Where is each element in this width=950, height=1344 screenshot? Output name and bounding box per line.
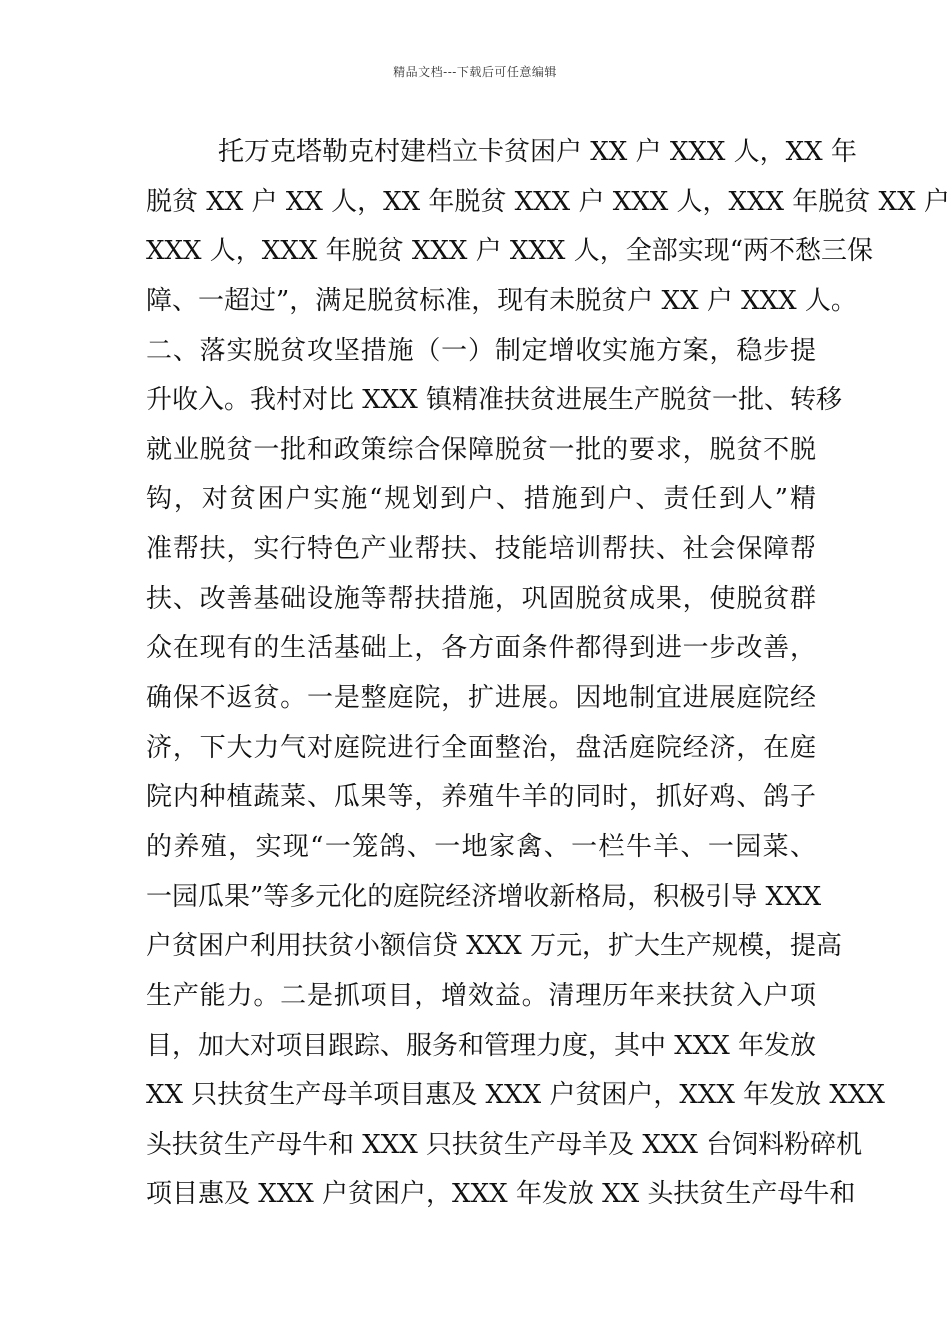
document-body <box>146 128 950 1220</box>
text-line: 确保不返贫。一是整庭院，扩进展。因地制宜进展庭院经 <box>146 683 816 714</box>
text-line: 扶、改善基础设施等帮扶措施，巩固脱贫成果，使脱贫群 <box>146 583 816 614</box>
text-line: 一园瓜果”等多元化的庭院经济增收新格局，积极引导 XXX <box>146 881 822 912</box>
text-line: 头扶贫生产母牛和 XXX 只扶贫生产母羊及 XXX 台饲料粉碎机 <box>146 1129 863 1160</box>
text-line: 就业脱贫一批和政策综合保障脱贫一批的要求，脱贫不脱 <box>146 434 816 465</box>
text-line: 的养殖，实现“一笼鸽、一地家禽、一栏牛羊、一园菜、 <box>146 831 816 862</box>
text-line: 户贫困户利用扶贫小额信贷 XXX 万元，扩大生产规模，提高 <box>146 931 843 962</box>
text-line: 济，下大力气对庭院进行全面整治，盘活庭院经济，在庭 <box>146 732 816 763</box>
text-line: 托万克塔勒克村建档立卡贫困户 XX 户 XXX 人，XX 年 <box>218 137 857 167</box>
text-line: 钩，对贫困户实施“规划到户、措施到户、责任到人”精 <box>146 484 816 515</box>
page-header: 精品文档---下载后可任意编辑 <box>393 65 557 79</box>
text-line: 众在现有的生活基础上，各方面条件都得到进一步改善， <box>146 633 816 664</box>
text-line: XX 只扶贫生产母羊项目惠及 XXX 户贫困户，XXX 年发放 XXX <box>146 1080 885 1111</box>
text-line: XXX 人，XXX 年脱贫 XXX 户 XXX 人，全部实现“两不愁三保 <box>146 236 873 267</box>
text-line: 二、落实脱贫攻坚措施（一）制定增收实施方案，稳步提 <box>146 335 816 366</box>
text-line: 院内种植蔬菜、瓜果等，养殖牛羊的同时，抓好鸡、鸽子 <box>146 782 816 813</box>
text-line: 目，加大对项目跟踪、服务和管理力度，其中 XXX 年发放 <box>146 1030 817 1061</box>
text-line: 项目惠及 XXX 户贫困户，XXX 年发放 XX 头扶贫生产母牛和 <box>146 1179 856 1210</box>
text-line: 脱贫 XX 户 XX 人，XX 年脱贫 XXX 户 XXX 人，XXX 年脱贫 XX 户 <box>146 186 950 217</box>
text-line: 生产能力。二是抓项目，增效益。清理历年来扶贫入户项 <box>146 980 816 1011</box>
text-line: 升收入。我村对比 XXX 镇精准扶贫进展生产脱贫一批、转移 <box>146 385 843 416</box>
text-line: 准帮扶，实行特色产业帮扶、技能培训帮扶、社会保障帮 <box>146 534 816 565</box>
text-line: 障、一超过”，满足脱贫标准，现有未脱贫户 XX 户 XXX 人。 <box>146 285 857 316</box>
